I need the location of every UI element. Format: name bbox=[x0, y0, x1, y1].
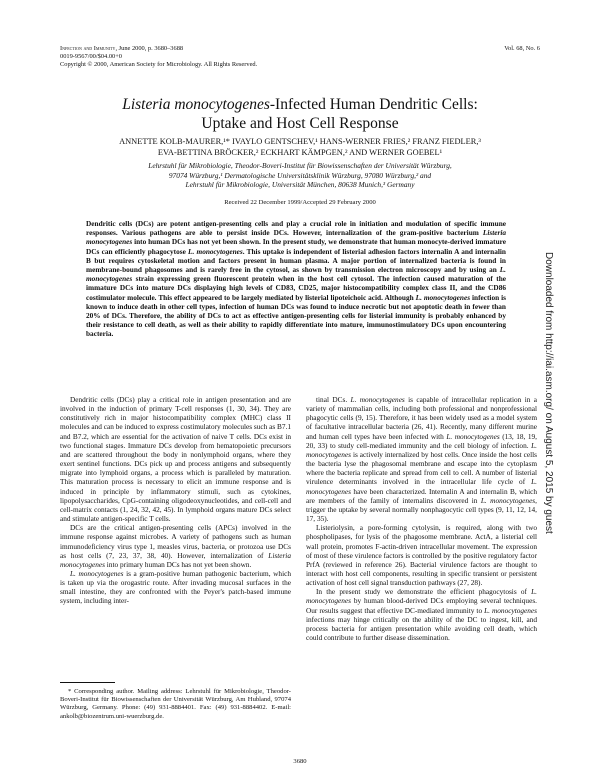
journal-name: Infection and Immunity bbox=[60, 45, 116, 52]
title-organism: Listeria monocytogenes bbox=[122, 96, 270, 113]
body-paragraph bbox=[306, 523, 537, 587]
text-run: DCs are the critical antigen-presenting cells (APCs) involved in the immune response against microbes. A variety of pathogens such as human immunodeficiency virus type 1, measles virus, bacteria, or protozoa use DCs as host cells (7, 23, 37, 38, 40). However, internalization of bbox=[60, 523, 291, 560]
abstract-paragraph bbox=[86, 219, 506, 338]
body-paragraph bbox=[306, 587, 537, 642]
organism-name: L. monocytogenes bbox=[484, 605, 537, 615]
received-dates: Received 22 December 1999/Accepted 29 February 2000 bbox=[224, 199, 376, 206]
body-paragraph bbox=[60, 569, 291, 606]
affiliation-line1: Lehrstuhl für Mikrobiologie, Theodor-Boveri-Institut für Biowissenschaften der Universität Würzburg, bbox=[148, 161, 452, 170]
organism-name: L. monocytogenes bbox=[70, 568, 124, 578]
affiliation-line3: Lehrstuhl für Mikrobiologie, Universität München, 80638 Munich,³ Germany bbox=[185, 180, 415, 190]
text-run: is actively internalized by host cells. Once inside the host cells the bacteria lyse the phagosomal membrane and escape into the cytoplasm where the bacteria replicate and spread from cell to cell. A number of listerial virulence determinants involved in the intracellular life cycle of bbox=[306, 449, 537, 487]
organism-name: L. monocytogenes bbox=[446, 431, 500, 441]
organism-name: L. monocytogenes bbox=[306, 587, 537, 606]
organism-name: L. monocytogenes bbox=[350, 395, 405, 404]
text-run: Dendritic cells (DCs) play a critical role in antigen presentation and are involved in the induction of primary T-cell responses (1, 30, 34). They are constitutively rich in major histocompatibility complex (MHC) class II molecules and can be induced to express costimulatory molecules such as B7.1 and B7.2, which are essential for the activation of naive T cells. DCs exist in two functional stages. Immature DCs develop from hematopoietic precursors and are scattered throughout the body in nonlymphoid organs, where they exert sentinel functions. DCs pick up and process antigens and subsequently migrate into lymphoid organs, a process which is paralleled by maturation. This maturation process is necessary to elicit an immune response and is induced in principle by inflammatory stimuli, such as cytokines, lipopolysaccharides, CpG-containing oligodeoxynucleotides, and cell-cell and cell-matrix contacts (1, 24, 32, 42, 45). In lymphoid organs mature DCs select and stimulate antigen-specific T cells. bbox=[60, 395, 292, 524]
body-paragraph bbox=[60, 395, 291, 523]
author-list bbox=[40, 137, 560, 158]
abstract bbox=[86, 219, 506, 339]
text-run: Dendritic cells (DCs) are potent antigen-presenting cells and play a crucial role in initiation and modulation of specific immune responses. Various pathogens are able to persist inside DCs. However, internalization of the gram-positive bacterium bbox=[86, 219, 506, 238]
issn-line: 0019-9567/00/$04.00+0 bbox=[60, 53, 123, 61]
body-column-left bbox=[60, 395, 291, 606]
organism-name: L. monocytogenes bbox=[480, 495, 536, 505]
text-run: infections may hinge critically on the ability of the DC to ingest, kill, and process bacteria for antigen presentation while avoiding cell death, which could contribute to further disease dissemination. bbox=[306, 614, 537, 643]
text-run: is a gram-positive human pathogenic bacterium, which is taken up via the orogastric route. After invading mucosal surfaces in the small intestine, they are confronted with the Peyer's patch-based immune system, including inter- bbox=[60, 568, 291, 606]
volume-issue: Vol. 68, No. 6 bbox=[504, 45, 540, 52]
text-run: (13, 18, 19, 20, 33) to study cell-mediated immunity and the cell biology of infection. bbox=[306, 431, 537, 450]
authors-line1: ANNETTE KOLB-MAURER,¹* IVAYLO GENTSCHEV,¹ HANS-WERNER FRIES,² FRANZ FIEDLER,³ bbox=[119, 137, 481, 146]
organism-name: L. monocytogenes bbox=[415, 292, 471, 302]
text-run: have been characterized. Internalin A and internalin B, which are members of the family of internalins discovered in bbox=[306, 486, 537, 505]
text-run: by human blood-derived DCs employing several techniques. Our results suggest that effective DC-mediated immunity to bbox=[306, 596, 537, 615]
running-header-left bbox=[60, 45, 257, 70]
organism-name: Listeria monocytogenes bbox=[86, 228, 506, 247]
organism-name: Listeria monocytogenes bbox=[60, 550, 291, 569]
organism-name: L. monocytogenes bbox=[306, 440, 537, 459]
organism-name: L. monocytogenes bbox=[188, 246, 243, 256]
download-watermark: Downloaded from http://iai.asm.org/ on August 5, 2015 by guest bbox=[543, 252, 554, 534]
footnote-rule bbox=[60, 682, 115, 683]
journal-citation bbox=[60, 45, 257, 53]
body-paragraph bbox=[60, 523, 291, 569]
affiliation-line2: 97074 Würzburg,¹ Dermatologische Universitätsklinik Würzburg, 97080 Würzburg,² and bbox=[168, 170, 432, 180]
text-run: into human DCs has not yet been shown. In the present study, we demonstrate that human monocyte-derived immature DCs can efficiently phagocytose bbox=[86, 237, 506, 256]
article-title bbox=[40, 95, 560, 133]
corresponding-author-footnote: * Corresponding author. Mailing address: Lehrstuhl für Mikrobiologie, Theodor-Boveri-Institut für Biowissenschaften der Universität Würzburg, Am Hubland, 97074 Würzburg, Germany. Phone: (49) 931-8884401. Fax: (49) 931-8884402. E-mail: ankolb@biozentrum.uni-wuerzburg.de. bbox=[60, 688, 291, 720]
text-run: , trigger the uptake by several normally nonphagocytic cell types (9, 11, 12, 14, 17, 35). bbox=[306, 495, 537, 524]
organism-name: L. monocytogenes bbox=[306, 477, 537, 496]
title-line1-rest: -Infected Human Dendritic Cells: bbox=[269, 96, 478, 113]
text-run: infection is known to induce death in other cell types, infection of human DCs was found to induce necrotic but not apoptotic death in fewer than 20% of DCs. Therefore, the ability of DCs to act as effective antigen-presenting cells for listerial immunity is probably enhanced by their resistance to cell death, as well as their ability to rapidly differentiate into mature, immunostimulatory DCs upon encountering bacteria. bbox=[86, 292, 506, 339]
text-run: into primary human DCs has not yet been shown. bbox=[104, 559, 252, 569]
text-run: In the present study we demonstrate the efficient phagocytosis of bbox=[316, 587, 532, 597]
authors-line2: EVA-BETTINA BRÖCKER,² ECKHART KÄMPGEN,² AND WERNER GOEBEL¹ bbox=[157, 147, 443, 157]
text-run: tinal DCs. bbox=[316, 395, 351, 404]
affiliations bbox=[55, 161, 545, 190]
organism-name: L. monocytogenes bbox=[86, 265, 506, 284]
body-column-right bbox=[306, 395, 537, 642]
body-paragraph bbox=[306, 395, 537, 523]
text-run: is capable of intracellular replication in a variety of mammalian cells, including both professional and nonprofessional phagocytic cells (9, 15). Therefore, it has been widely used as a model system of facultative intracellular bacteria (26, 41). Recently, many different murine and human cell types have been infected with bbox=[306, 395, 537, 441]
text-run: strain expressing green fluorescent protein when in the host cell cytosol. The infection caused maturation of the immature DCs into mature DCs displaying high levels of CD83, CD25, major histocompatibility complex class II, and the CD86 costimulator molecule. This effect appeared to be largely mediated by listerial lipoteichoic acid. Although bbox=[86, 274, 506, 302]
copyright-line: Copyright © 2000, American Society for Microbiology. All Rights Reserved. bbox=[60, 61, 258, 69]
text-run: . This uptake is independent of listerial adhesion factors internalin A and internalin B but requires cytoskeletal motion and factors present in human plasma. A major portion of internalized bacteria is found in membrane-bound phagosomes and is rarely free in the cytosol, as shown by transmission electron microscopy and by using an bbox=[86, 246, 506, 275]
journal-date-pages: , June 2000, p. 3680–3688 bbox=[115, 45, 184, 52]
page-number: 3680 bbox=[293, 758, 307, 765]
title-line2: Uptake and Host Cell Response bbox=[201, 115, 399, 132]
text-run: Listeriolysin, a pore-forming cytolysin, is required, along with two phospholipases, for lysis of the phagosome membrane. ActA, a listerial cell wall protein, promotes F-actin-driven intracellular movement. The expression of most of these virulence factors is controlled by the positive regulatory factor PrfA (reviewed in reference 26). Bacterial virulence factors are thought to interact with host cell components, resulting in specific transient or persistent activation of host cell signal transduction pathways (27, 28). bbox=[306, 523, 537, 588]
